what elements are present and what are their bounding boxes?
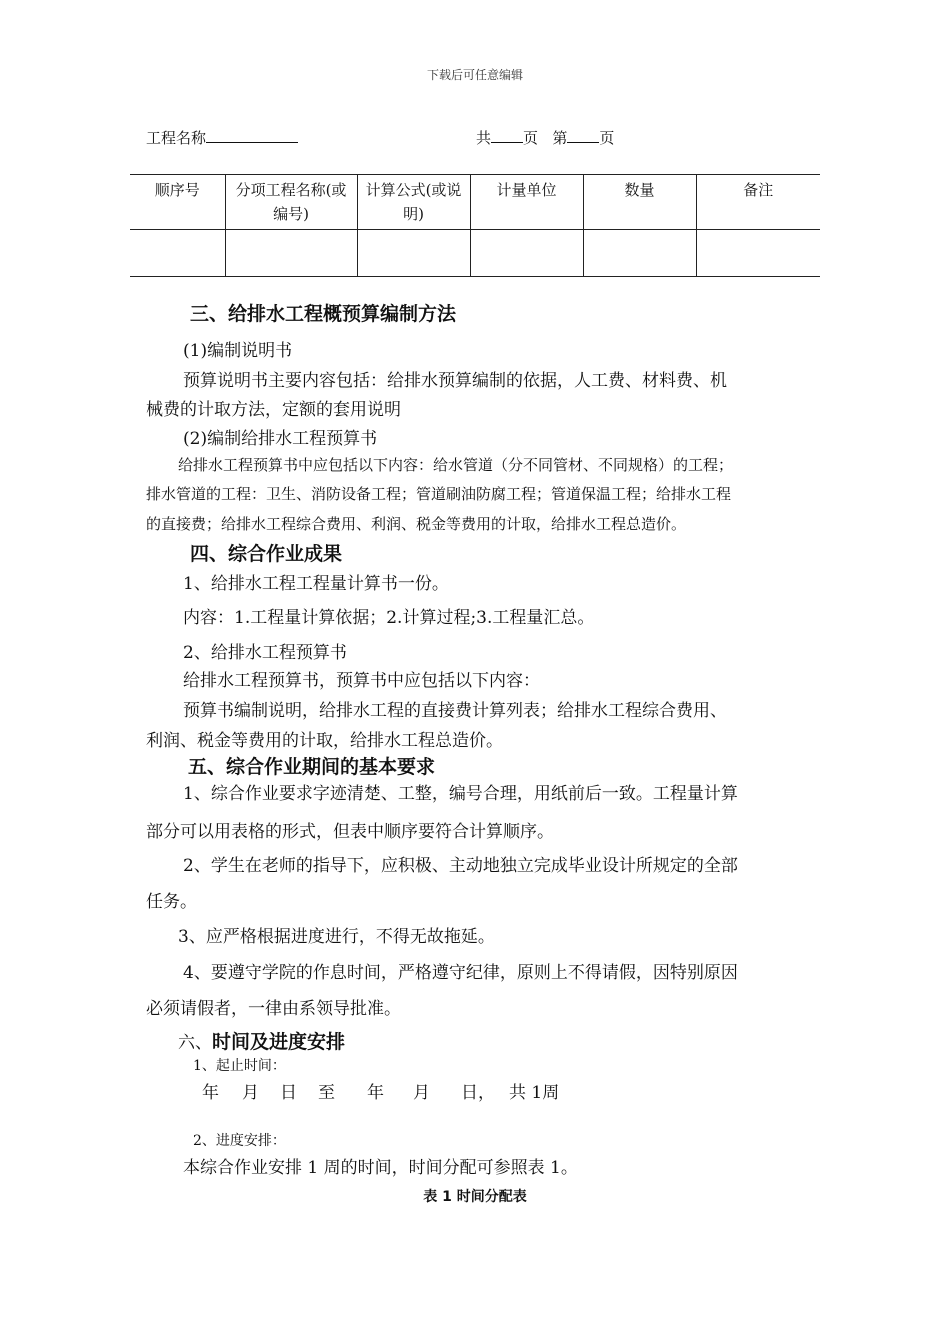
col-header-remarks: 备注 <box>696 175 820 230</box>
col-header-formula: 计算公式(或说明) <box>357 175 470 230</box>
section-3-para-2a: 给排水工程预算书中应包括以下内容：给水管道（分不同管材、不同规格）的工程； <box>178 456 734 474</box>
total-label: 共 <box>476 129 492 147</box>
table-cell <box>470 230 583 277</box>
section-3-para-1a: 预算说明书主要内容包括：给排水预算编制的依据，人工费、材料费、机 <box>183 371 727 391</box>
total-pages-blank <box>491 128 523 143</box>
date-end-day: 日， <box>461 1083 495 1103</box>
project-name-label: 工程名称 <box>146 129 207 147</box>
date-range-line <box>202 1078 602 1102</box>
section-6-title-prefix: 六、 <box>178 1033 212 1053</box>
date-total-weeks: 共 1周 <box>509 1083 560 1103</box>
section-3-item-2: (2)编制给排水工程预算书 <box>183 429 378 449</box>
col-header-item-name: 分项工程名称(或编号) <box>225 175 357 230</box>
section-5-req-4a: 4、要遵守学院的作息时间，严格遵守纪律，原则上不得请假，因特别原因 <box>183 963 738 983</box>
table-cell <box>225 230 357 277</box>
section-5-req-1b: 部分可以用表格的形式，但表中顺序要符合计算顺序。 <box>146 822 554 842</box>
watermark-text: 下载后可任意编辑 <box>426 68 523 82</box>
section-4-para-1: 给排水工程预算书，预算书中应包括以下内容： <box>183 671 540 691</box>
page-label: 页 <box>523 129 539 147</box>
page-label-2: 页 <box>599 129 615 147</box>
section-4-content: 内容：1.工程量计算依据；2.计算过程;3.工程量汇总。 <box>183 608 595 628</box>
date-end-month: 月 <box>413 1083 430 1103</box>
section-3-item-1: (1)编制说明书 <box>183 341 293 361</box>
table-1-caption: 表 1 时间分配表 <box>423 1189 527 1205</box>
section-3-para-1b: 械费的计取方法，定额的套用说明 <box>146 400 401 420</box>
project-name-field <box>146 127 298 148</box>
section-6-title <box>178 1027 345 1054</box>
date-to: 至 <box>318 1083 335 1103</box>
section-3-title: 三、给排水工程概预算编制方法 <box>190 303 457 325</box>
calculation-table <box>130 174 820 277</box>
col-header-quantity: 数量 <box>583 175 696 230</box>
section-6-para-1: 本综合作业安排 1 周的时间，时间分配可参照表 1。 <box>183 1158 578 1178</box>
section-6-item-1: 1、起止时间： <box>193 1058 286 1074</box>
section-4-para-2a: 预算书编制说明，给排水工程的直接费计算列表；给排水工程综合费用、 <box>183 701 727 721</box>
section-4-item-1: 1、给排水工程工程量计算书一份。 <box>183 574 449 594</box>
section-3-para-2b: 排水管道的工程：卫生、消防设备工程；管道刷油防腐工程；管道保温工程；给排水工程 <box>146 485 732 503</box>
table-row <box>130 230 820 277</box>
table-cell <box>130 230 225 277</box>
table-cell <box>696 230 820 277</box>
project-name-blank <box>206 128 298 143</box>
col-header-seq: 顺序号 <box>130 175 225 230</box>
page-no-label: 第 <box>552 129 568 147</box>
section-5-title: 五、综合作业期间的基本要求 <box>188 756 436 778</box>
section-4-title: 四、综合作业成果 <box>190 543 343 565</box>
section-6-item-2: 2、进度安排： <box>193 1133 286 1149</box>
table-cell <box>357 230 470 277</box>
date-start-day: 日 <box>280 1083 297 1103</box>
table-cell <box>583 230 696 277</box>
date-end-year: 年 <box>367 1083 384 1103</box>
date-start-year: 年 <box>202 1083 219 1103</box>
section-5-req-3: 3、应严格根据进度进行，不得无故拖延。 <box>178 927 495 947</box>
section-4-item-2: 2、给排水工程预算书 <box>183 643 347 663</box>
section-3-para-2c: 的直接费；给排水工程综合费用、利润、税金等费用的计取，给排水工程总造价。 <box>146 515 687 533</box>
page-no-blank <box>567 128 599 143</box>
section-5-req-4b: 必须请假者，一律由系领导批准。 <box>146 999 401 1019</box>
page-count-field <box>476 127 614 148</box>
table-header-row <box>130 175 820 230</box>
section-6-title-bold: 时间及进度安排 <box>212 1031 346 1053</box>
section-5-req-2b: 任务。 <box>146 892 197 912</box>
section-4-para-2b: 利润、税金等费用的计取，给排水工程总造价。 <box>146 731 503 751</box>
section-5-req-1a: 1、综合作业要求字迹清楚、工整，编号合理，用纸前后一致。工程量计算 <box>183 784 738 804</box>
section-5-req-2a: 2、学生在老师的指导下，应积极、主动地独立完成毕业设计所规定的全部 <box>183 856 738 876</box>
date-start-month: 月 <box>242 1083 259 1103</box>
col-header-unit: 计量单位 <box>470 175 583 230</box>
